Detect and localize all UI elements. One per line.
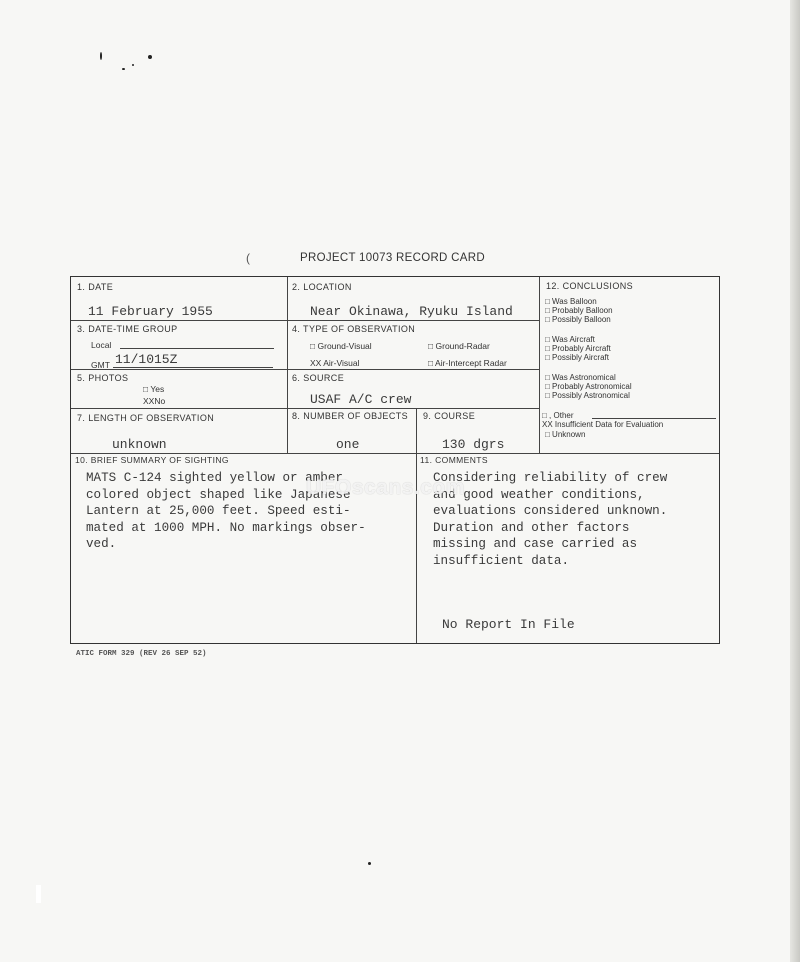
- type-of-observation-label: 4. TYPE OF OBSERVATION: [292, 324, 416, 334]
- conclusion-insufficient-data: XX Insufficient Data for Evaluation: [542, 420, 664, 429]
- comments-label: 11. COMMENTS: [420, 455, 488, 465]
- local-time-blank-line: [120, 348, 274, 349]
- scan-speck: [122, 68, 125, 70]
- photos-no-checkbox: XXNo: [143, 396, 166, 406]
- form-footer: ATIC FORM 329 (REV 26 SEP 52): [76, 650, 207, 658]
- conclusion-probably-aircraft: □ Probably Aircraft: [545, 344, 611, 353]
- location-label: 2. LOCATION: [292, 282, 352, 292]
- watermark: UFOscans.com: [306, 476, 465, 499]
- conclusions-label: 12. CONCLUSIONS: [546, 281, 634, 291]
- conclusion-probably-astronomical: □ Probably Astronomical: [545, 382, 632, 391]
- gmt-blank-line: [113, 367, 273, 368]
- comments-line: evaluations considered unknown.: [433, 504, 668, 518]
- conclusion-was-balloon: □ Was Balloon: [545, 297, 597, 306]
- course-label: 9. COURSE: [423, 411, 476, 421]
- divider: [287, 277, 288, 453]
- comments-line: Considering reliability of crew: [433, 471, 668, 485]
- source-label: 6. SOURCE: [292, 373, 345, 383]
- comments-line: and good weather conditions,: [433, 487, 645, 502]
- divider: [71, 408, 540, 409]
- gmt-value: 11/1015Z: [115, 352, 178, 367]
- divider: [71, 369, 540, 370]
- summary-line: ved.: [86, 537, 117, 551]
- date-value: 11 February 1955: [88, 304, 213, 319]
- photos-label: 5. PHOTOS: [77, 373, 129, 383]
- local-time-label: Local: [91, 340, 112, 350]
- divider: [71, 320, 540, 321]
- conclusion-possibly-aircraft: □ Possibly Aircraft: [545, 353, 609, 362]
- scan-speck: [368, 862, 371, 865]
- air-visual-checkbox: XX Air-Visual: [310, 358, 360, 368]
- number-of-objects-value: one: [336, 437, 360, 452]
- conclusion-probably-balloon: □ Probably Balloon: [545, 306, 613, 315]
- scan-edge-shadow: [790, 0, 800, 962]
- scan-speck: [100, 52, 102, 60]
- air-intercept-radar-checkbox: □ Air-Intercept Radar: [428, 358, 507, 368]
- other-blank-line: [592, 418, 716, 419]
- conclusion-possibly-astronomical: □ Possibly Astronomical: [545, 391, 630, 400]
- conclusion-was-aircraft: □ Was Aircraft: [545, 335, 595, 344]
- gmt-label: GMT: [91, 360, 110, 370]
- card-title: PROJECT 10073 RECORD CARD: [300, 252, 485, 264]
- summary-label: 10. BRIEF SUMMARY OF SIGHTING: [75, 455, 229, 465]
- ground-radar-checkbox: □ Ground-Radar: [428, 341, 490, 351]
- conclusion-unknown: □ Unknown: [545, 430, 586, 439]
- scan-margin-mark: [36, 885, 41, 903]
- divider: [71, 453, 719, 454]
- ground-visual-checkbox: □ Ground-Visual: [310, 341, 372, 351]
- comments-text: [433, 470, 667, 569]
- photos-yes-checkbox: □ Yes: [143, 384, 165, 394]
- scan-artifact-paren: (: [246, 251, 250, 265]
- comments-line: insufficient data.: [433, 553, 570, 568]
- divider: [416, 408, 417, 643]
- summary-line: MATS C-124 sighted yellow or amber: [86, 471, 343, 485]
- source-value: USAF A/C crew: [310, 392, 412, 407]
- location-value: Near Okinawa, Ryuku Island: [310, 304, 513, 319]
- divider: [539, 277, 540, 453]
- scan-speck: [132, 64, 134, 66]
- number-of-objects-label: 8. NUMBER OF OBJECTS: [292, 411, 409, 421]
- summary-line: Lantern at 25,000 feet. Speed esti-: [86, 504, 351, 518]
- date-time-group-label: 3. DATE-TIME GROUP: [77, 324, 178, 334]
- date-label: 1. DATE: [77, 282, 114, 292]
- length-of-observation-label: 7. LENGTH OF OBSERVATION: [77, 413, 215, 423]
- no-report-in-file: No Report In File: [442, 617, 575, 632]
- course-value: 130 dgrs: [442, 437, 505, 452]
- conclusion-was-astronomical: □ Was Astronomical: [545, 373, 616, 382]
- scan-speck: [148, 55, 152, 59]
- length-of-observation-value: unknown: [112, 437, 167, 452]
- conclusion-possibly-balloon: □ Possibly Balloon: [545, 315, 611, 324]
- summary-line: colored object shaped like Japanese: [86, 487, 351, 502]
- comments-line: Duration and other factors: [433, 520, 630, 535]
- comments-line: missing and case carried as: [433, 537, 638, 551]
- conclusion-other: □ , Other: [542, 411, 574, 420]
- summary-line: mated at 1000 MPH. No markings obser-: [86, 520, 366, 535]
